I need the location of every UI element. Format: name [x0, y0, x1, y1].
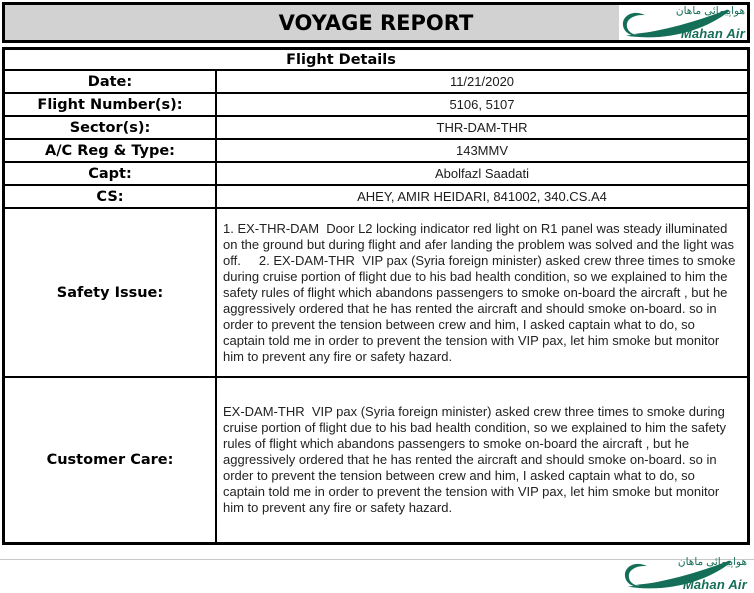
logo-latin-name: Mahan Air: [682, 576, 747, 592]
row-value: 143MMV: [455, 143, 509, 158]
row-safety-issue: [5, 209, 747, 378]
row-value: Abolfazl Saadati: [435, 166, 529, 181]
row-flight-number: [5, 94, 747, 117]
row-value: 5106, 5107: [449, 97, 515, 112]
row-value: 11/21/2020: [449, 74, 515, 89]
section-title: Flight Details: [286, 51, 396, 68]
row-label: Flight Number(s):: [5, 94, 217, 115]
customer-care-text: EX-DAM-THR VIP pax (Syria foreign minister) asked crew three times to smoke during cruise portion of flight due to his bad health condition, so we explained to him the safety rules of flight which abandons passengers to smoke on-board the aircraft , but he aggressively ordered that he has rented the aircraft and should smoke on-board. so in order to prevent the tension between crew and him, I asked captain what to do, so captain told me in order to prevent the tension with VIP pax, let him smoke but monitor him to prevent any fire or safety hazard.: [223, 404, 730, 515]
row-label: CS:: [5, 186, 217, 207]
row-value: AHEY, AMIR HEIDARI, 841002, 340.CS.A4: [357, 189, 607, 204]
mahan-air-logo: [619, 5, 747, 40]
safety-issue-text: 1. EX-THR-DAM Door L2 locking indicator red light on R1 panel was steady illuminated on the ground but during flight and afer landing the problem was solved and the light was off. 2. EX-DAM-THR VIP pax (Syria foreign minister) asked crew three times to smoke during cruise portion of flight due to his bad health condition, so we explained to him the safety rules of flight which abandons passengers to smoke on-board the aircraft , but he aggressively ordered that he has rented the aircraft and should smoke on-board. so in order to prevent the tension between crew and him, I asked captain what to do, so captain told me in order to prevent the tension with VIP pax, let him smoke but monitor him to prevent any fire or safety hazard.: [223, 220, 740, 364]
report-header-bar: [2, 2, 750, 43]
row-label: Safety Issue:: [5, 209, 217, 376]
report-title: VOYAGE REPORT: [278, 10, 474, 35]
mahan-air-logo-lockup: [622, 557, 748, 591]
row-customer-care: [5, 378, 747, 542]
row-label: Sector(s):: [5, 117, 217, 138]
row-label: Capt:: [5, 163, 217, 184]
mahan-air-logo-footer: [608, 556, 748, 591]
row-sector: [5, 117, 747, 140]
row-label: A/C Reg & Type:: [5, 140, 217, 161]
row-label: Date:: [5, 71, 217, 92]
row-date: [5, 71, 747, 94]
logo-persian-name: هواپیمائی ماهان: [675, 4, 745, 17]
flight-details-table: [2, 47, 750, 545]
logo-latin-name: Mahan Air: [680, 25, 745, 41]
row-aircraft-reg-type: [5, 140, 747, 163]
row-label: Customer Care:: [5, 378, 217, 542]
flight-details-section-header: [5, 50, 747, 71]
row-cs: [5, 186, 747, 209]
row-value: THR-DAM-THR: [436, 120, 528, 135]
logo-persian-name: هواپیمائی ماهان: [677, 555, 747, 568]
mahan-air-logo-lockup: [620, 6, 746, 40]
row-captain: [5, 163, 747, 186]
